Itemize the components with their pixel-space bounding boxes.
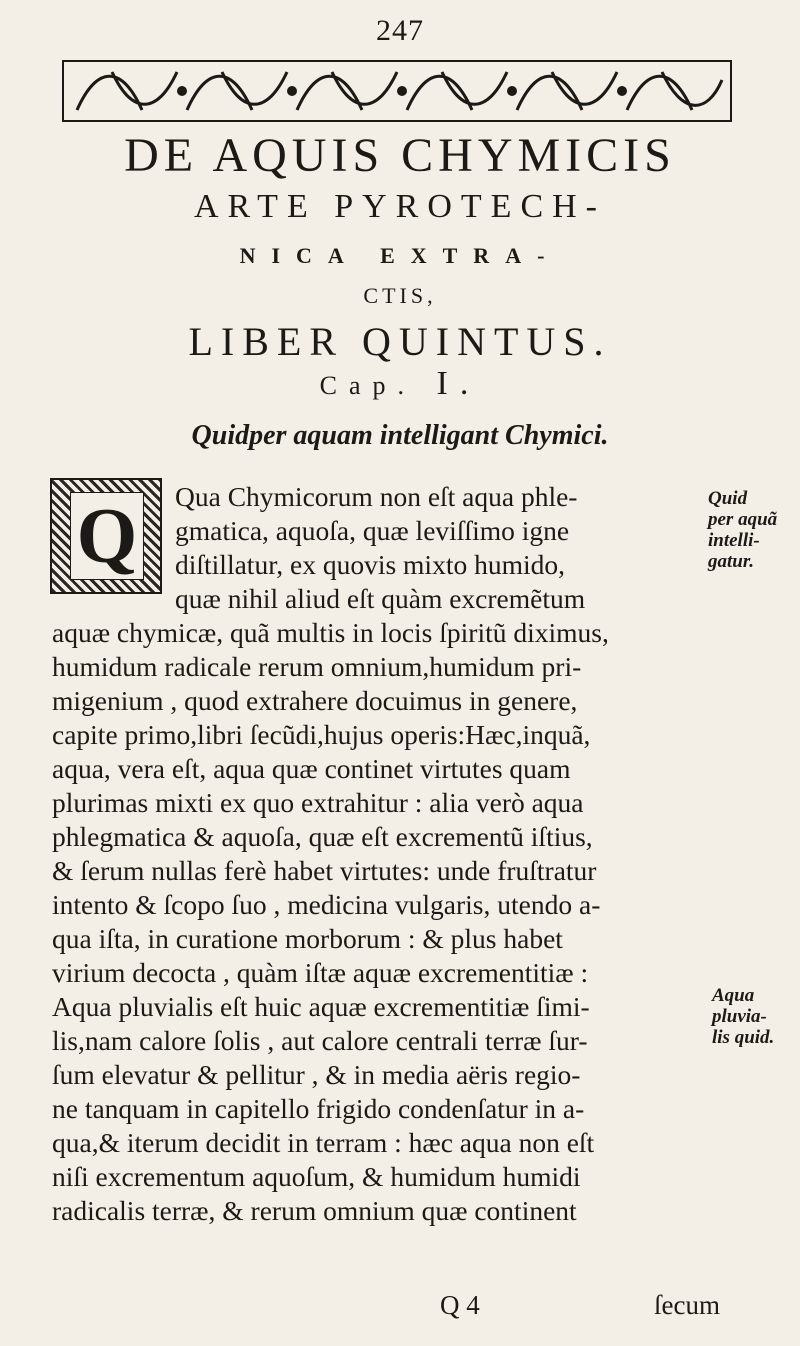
body-line: radicalis terræ, & rerum omnium quæ continent bbox=[52, 1195, 577, 1226]
title-line-2: ARTE PYROTECH- bbox=[193, 188, 606, 225]
body-line: Aqua pluvialis eſt huic aquæ excrementitiæ ſimi- bbox=[52, 991, 590, 1022]
body-line: virium decocta , quàm iſtæ aquæ excrementitiæ : bbox=[52, 957, 589, 988]
body-line: migenium , quod extrahere docuimus in genere, bbox=[52, 685, 578, 716]
body-line: plurimas mixti ex quo extrahitur : alia verò aqua bbox=[52, 787, 584, 818]
margin-note-line: pluvia- bbox=[712, 1006, 767, 1027]
headpiece-ornament bbox=[62, 60, 732, 122]
body-line: ne tanquam in capitello frigido condenſatur in a- bbox=[52, 1093, 585, 1124]
body-line: intento & ſcopo ſuo , medicina vulgaris, utendo a- bbox=[52, 889, 601, 920]
margin-note-line: intelli- bbox=[708, 530, 760, 551]
title-line-1: DE AQUIS CHYMICIS bbox=[124, 129, 676, 182]
drop-cap-letter: Q bbox=[70, 492, 144, 580]
title-line-4: CTIS, bbox=[363, 283, 437, 308]
margin-note-line: per aquã bbox=[708, 509, 778, 530]
margin-note-line: gatur. bbox=[708, 551, 754, 572]
body-line: quæ nihil aliud eſt quàm excremẽtum bbox=[175, 583, 586, 614]
chapter-heading bbox=[0, 365, 800, 403]
chapter-subtitle: Quidper aquam intelligant Chymici. bbox=[191, 420, 609, 451]
margin-note-quid bbox=[708, 488, 777, 572]
body-line: phlegmatica & aquoſa, quæ eſt excrementũ iſtius, bbox=[52, 821, 593, 852]
body-line: diſtillatur, ex quovis mixto humido, bbox=[175, 549, 565, 580]
chapter-label: Cap. bbox=[319, 371, 417, 400]
body-line: lis,nam calore ſolis , aut calore centrali terræ ſur- bbox=[52, 1025, 588, 1056]
title-line-3: NICA EXTRA- bbox=[239, 243, 561, 268]
body-line: qua,& iterum decidit in terram : hæc aqua non eſt bbox=[52, 1127, 595, 1158]
body-line: aquæ chymicæ, quã multis in locis ſpiritũ diximus, bbox=[52, 617, 609, 648]
body-line: aqua, vera eſt, aqua quæ continet virtutes quam bbox=[52, 753, 571, 784]
body-line: humidum radicale rerum omnium,humidum pri- bbox=[52, 651, 582, 682]
catchword: ſecum bbox=[654, 1290, 720, 1320]
margin-note-line: Aqua bbox=[712, 985, 755, 1006]
body-line: niſi excrementum aquoſum, & humidum humidi bbox=[52, 1161, 581, 1192]
body-line: capite primo,libri ſecũdi,hujus operis:Hæc,inquã, bbox=[52, 719, 591, 750]
signature-mark: Q 4 bbox=[440, 1290, 480, 1320]
margin-note-line: Quid bbox=[708, 488, 748, 509]
title-line-5: LIBER QUINTUS. bbox=[188, 319, 612, 364]
body-line: ſum elevatur & pellitur , & in media aëris regio- bbox=[52, 1059, 581, 1090]
body-line: Qua Chymicorum non eſt aqua phle- bbox=[175, 481, 578, 512]
page-number: 247 bbox=[376, 14, 424, 47]
chapter-number: I. bbox=[436, 365, 481, 402]
decorated-initial bbox=[50, 478, 162, 594]
body-line: & ſerum nullas ferè habet virtutes: unde fruſtratur bbox=[52, 855, 597, 886]
body-line: gmatica, aquoſa, quæ leviſſimo igne bbox=[175, 515, 570, 546]
margin-note-aqua bbox=[712, 985, 774, 1048]
body-line: qua iſta, in curatione morborum : & plus habet bbox=[52, 923, 563, 954]
margin-note-line: lis quid. bbox=[712, 1027, 775, 1048]
